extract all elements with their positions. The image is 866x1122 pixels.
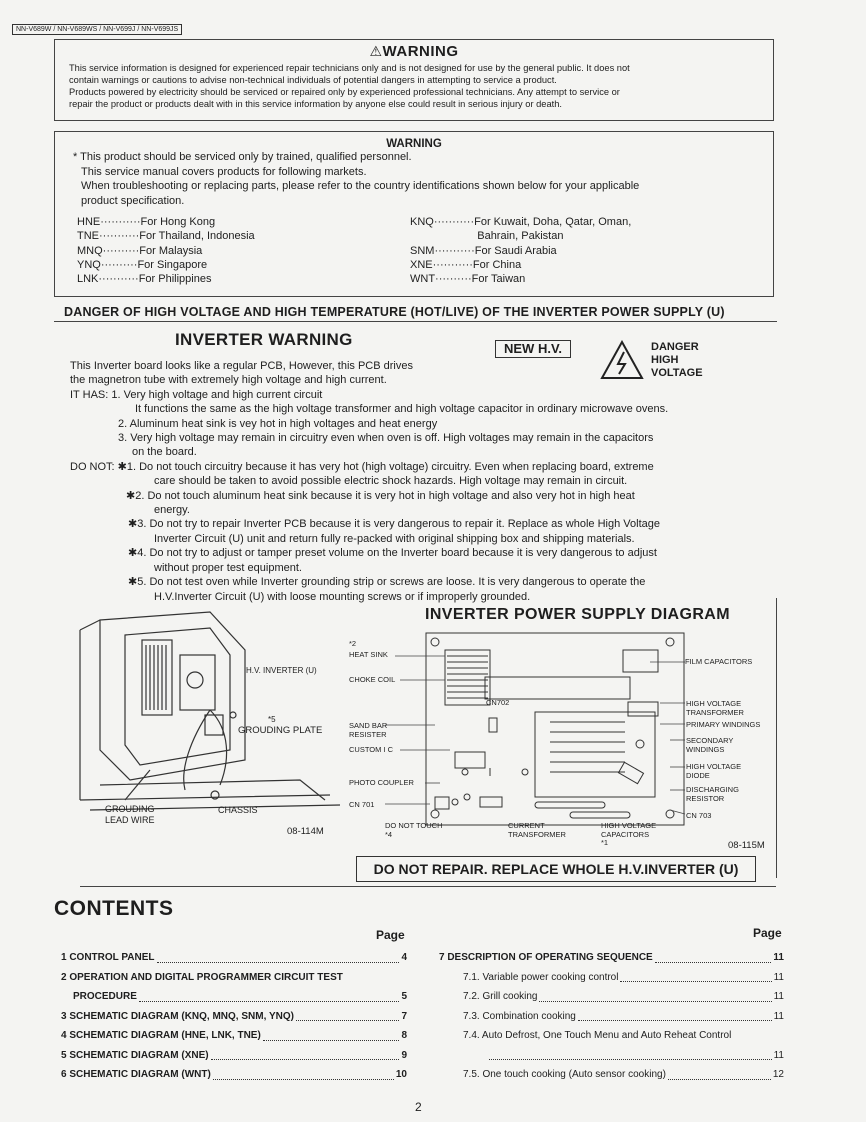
inv-line: Inverter Circuit (U) unit and return fully re-packed with original shipping box and shipping materials.	[154, 532, 635, 545]
market-code: MNQ··········For Malaysia	[77, 244, 203, 257]
star5-label: *5	[268, 715, 276, 724]
cn701-label: CN 701	[349, 800, 375, 809]
toc-label: 7.2. Grill cooking	[463, 991, 538, 1002]
model-numbers: NN-V689W / NN-V689WS / NN-V699J / NN-V699JS	[12, 24, 182, 35]
leader-lines	[340, 640, 700, 840]
grounding-lead-label	[105, 804, 155, 826]
toc-label: 7 DESCRIPTION OF OPERATING SEQUENCE	[439, 952, 653, 963]
toc-label: 1 CONTROL PANEL	[61, 952, 155, 963]
new-hv-badge: NEW H.V.	[495, 340, 571, 358]
discharging-line: RESISTOR	[686, 793, 725, 803]
inv-line: It functions the same as the high voltage transformer and high voltage capacitor in ordinary microwave ovens.	[135, 403, 669, 416]
inv-line: 3. Very high voltage may remain in circuitry even when oven is off. High voltages may remain in the capacitors	[118, 432, 654, 445]
divider	[54, 321, 777, 322]
inv-line: on the board.	[132, 446, 197, 459]
hv-caps-line: HIGH VOLTAGE	[601, 821, 657, 830]
market-code: HNE···········For Hong Kong	[77, 216, 216, 228]
power-supply-diagram-title: INVERTER POWER SUPPLY DIAGRAM	[425, 606, 730, 623]
toc-page: 5	[401, 991, 407, 1002]
toc-row[interactable]	[439, 1026, 784, 1046]
current-tf-line: CURRENT	[508, 821, 545, 830]
toc-page: 7	[401, 1010, 407, 1022]
toc-label: 7.4. Auto Defrost, One Touch Menu and Auto Reheat Control	[463, 1030, 732, 1041]
market-code: KNQ···········For Kuwait, Doha, Qatar, Oman,	[410, 216, 632, 228]
hv-diode-line: DIODE	[686, 770, 710, 780]
hv-caps-line: CAPACITORS	[601, 829, 650, 839]
toc-right	[439, 948, 784, 1085]
toc-row[interactable]	[439, 1046, 784, 1066]
discharging-line: DISCHARGING	[686, 785, 739, 794]
warning2-line: When troubleshooting or replacing parts, please refer to the country identifications shown below for your applicable	[81, 180, 640, 192]
voltage-word: VOLTAGE	[651, 367, 703, 379]
contents-title: CONTENTS	[54, 897, 174, 920]
market-code: SNM···········For Saudi Arabia	[410, 244, 557, 257]
toc-label: 7.3. Combination cooking	[463, 1010, 576, 1022]
inv-line: ✱3. Do not try to repair Inverter PCB because it is very dangerous to repair it. Replace as whole High Voltage	[128, 518, 660, 531]
warning-line: repair the product or products dealt with in this service information by anyone else could result in serious injury or death.	[69, 99, 562, 109]
figure-number-right: 08-115M	[728, 840, 765, 851]
toc-row[interactable]	[61, 987, 407, 1007]
inv-line: DO NOT: ✱1. Do not touch circuitry because it has very hot (high voltage) circuitry. Even when replacing board, extreme	[70, 460, 654, 473]
page-number: 2	[415, 1100, 422, 1114]
cn702-label: CN702	[486, 698, 510, 707]
toc-row[interactable]	[61, 1007, 407, 1027]
market-code: XNE···········For China	[410, 258, 522, 271]
high-word: HIGH	[651, 354, 679, 366]
toc-row[interactable]	[61, 948, 407, 968]
toc-page: 11	[773, 971, 784, 983]
warning2-line: This service manual covers products for following markets.	[81, 165, 367, 178]
hv-tf-line: HIGH VOLTAGE	[686, 699, 742, 708]
toc-row[interactable]	[439, 1007, 784, 1027]
inv-line: ✱5. Do not test oven while Inverter grounding strip or screws are loose. It is very dangerous to operate the	[128, 576, 646, 589]
bracket-line	[776, 598, 777, 878]
market-code: YNQ··········For Singapore	[77, 258, 208, 271]
page-column-header-left: Page	[376, 928, 405, 942]
hv-tf-line: TRANSFORMER	[686, 707, 744, 717]
market-code: LNK···········For Philippines	[77, 273, 212, 286]
toc-label: 2 OPERATION AND DIGITAL PROGRAMMER CIRCUIT TEST	[61, 971, 343, 983]
toc-left	[61, 948, 407, 1085]
market-code: Bahrain, Pakistan	[410, 230, 564, 243]
toc-row[interactable]	[439, 968, 784, 988]
warning-line: contain warnings or cautions to advise non-technical individuals of potential dangers in attempting to service a product.	[69, 75, 557, 85]
warning2-title: WARNING	[386, 138, 442, 150]
inverter-warning-title: INVERTER WARNING	[175, 330, 353, 349]
hv-diode-line: HIGH VOLTAGE	[686, 762, 742, 771]
inv-line: IT HAS: 1. Very high voltage and high current circuit	[70, 388, 323, 401]
secondary-line: SECONDARY	[686, 736, 734, 745]
toc-page: 11	[773, 1049, 784, 1061]
inv-line: 2. Aluminum heat sink is vey hot in high voltages and heat energy	[118, 417, 438, 430]
inv-line: This Inverter board looks like a regular PCB, However, this PCB drives	[70, 360, 413, 372]
heat-sink-label: HEAT SINK	[349, 650, 388, 659]
warning-line: Products powered by electricity should be serviced or repaired only by experienced professional technicians. Any attempt to service or	[69, 87, 620, 97]
danger-banner: DANGER OF HIGH VOLTAGE AND HIGH TEMPERATURE (HOT/LIVE) OF THE INVERTER POWER SUPPLY (U)	[64, 305, 725, 319]
warning-triangle-icon: ⚠	[369, 43, 383, 59]
warning-box-markets	[54, 131, 774, 297]
warning-line: This service information is designed for experienced repair technicians only and is not designed for use by the general public. It does not	[69, 63, 630, 73]
secondary-line: WINDINGS	[686, 744, 725, 754]
inv-line: ✱2. Do not touch aluminum heat sink because it is very hot in high voltage and also very hot in high heat	[126, 489, 635, 502]
warning2-line: * This product should be serviced only by trained, qualified personnel.	[73, 151, 412, 163]
market-code: TNE···········For Thailand, Indonesia	[77, 230, 255, 243]
figure-number-left: 08-114M	[287, 826, 324, 837]
repair-notice: DO NOT REPAIR. REPLACE WHOLE H.V.INVERTER (U)	[356, 856, 756, 882]
grounding-lead-line: LEAD WIRE	[105, 815, 155, 825]
inv-line: the magnetron tube with extremely high voltage and high current.	[70, 374, 387, 387]
custom-ic-label: CUSTOM I C	[349, 745, 394, 754]
toc-page: 11	[773, 952, 784, 963]
toc-row[interactable]	[61, 1026, 407, 1046]
toc-page: 11	[773, 991, 784, 1002]
toc-label: 5 SCHEMATIC DIAGRAM (XNE)	[61, 1049, 209, 1061]
toc-label: 4 SCHEMATIC DIAGRAM (HNE, LNK, TNE)	[61, 1030, 261, 1041]
toc-label: 6 SCHEMATIC DIAGRAM (WNT)	[61, 1069, 211, 1080]
current-tf-line: TRANSFORMER	[508, 829, 566, 839]
toc-row[interactable]	[61, 1065, 407, 1085]
danger-word: DANGER	[651, 341, 699, 353]
toc-page: 8	[401, 1030, 407, 1041]
photo-coupler-label: PHOTO COUPLER	[349, 778, 414, 787]
toc-row[interactable]	[61, 1046, 407, 1066]
warning2-line: product specification.	[81, 194, 185, 207]
toc-row[interactable]	[439, 987, 784, 1007]
toc-page: 4	[401, 952, 407, 963]
toc-page: 10	[395, 1069, 407, 1080]
inv-line: care should be taken to avoid possible electric shock hazards. High voltage may remain in circuit.	[154, 475, 628, 488]
star1-label: *1	[601, 838, 609, 847]
sand-bar-line: SAND BAR	[349, 721, 388, 730]
toc-page: 12	[772, 1069, 784, 1080]
divider	[80, 886, 776, 887]
film-capacitors-label: FILM CAPACITORS	[685, 657, 753, 666]
star2-label: *2	[349, 639, 357, 648]
toc-label: 7.1. Variable power cooking control	[463, 971, 619, 983]
toc-label: 3 SCHEMATIC DIAGRAM (KNQ, MNQ, SNM, YNQ)	[61, 1010, 294, 1022]
grounding-lead-line: GROUDING	[105, 804, 155, 814]
toc-row[interactable]	[439, 948, 784, 968]
toc-row[interactable]	[61, 968, 407, 988]
toc-page: 11	[773, 1010, 784, 1022]
market-codes-right	[410, 215, 631, 286]
inv-line: energy.	[154, 504, 190, 517]
market-codes-left	[77, 215, 255, 286]
do-not-touch-label: DO NOT TOUCH	[385, 821, 443, 830]
inv-line: without proper test equipment.	[154, 561, 302, 574]
inv-line: H.V.Inverter Circuit (U) with loose mounting screws or if improperly grounded.	[154, 590, 531, 603]
toc-page: 9	[401, 1049, 407, 1061]
toc-label: PROCEDURE	[73, 991, 137, 1002]
grounding-plate-label: GROUDING PLATE	[238, 725, 323, 736]
choke-coil-label: CHOKE COIL	[349, 675, 396, 684]
warning-title: ⚠WARNING	[369, 43, 459, 60]
sand-bar-line: RESISTER	[349, 729, 387, 739]
toc-label: 7.5. One touch cooking (Auto sensor cooking)	[463, 1069, 666, 1080]
inv-line: ✱4. Do not try to adjust or tamper preset volume on the Inverter board because it is very dangerous to adjust	[128, 547, 657, 560]
hv-inverter-label: H.V. INVERTER (U)	[246, 666, 317, 675]
market-code: WNT··········For Taiwan	[410, 273, 526, 286]
page-column-header-right: Page	[753, 926, 782, 940]
toc-row[interactable]	[439, 1065, 784, 1085]
warning-box-top	[54, 39, 774, 121]
cn703-label: CN 703	[686, 811, 712, 820]
chassis-label: CHASSIS	[218, 805, 258, 815]
star4-label: *4	[385, 830, 393, 839]
primary-windings-label: PRIMARY WINDINGS	[686, 720, 761, 729]
inverter-warning-text	[70, 359, 770, 604]
